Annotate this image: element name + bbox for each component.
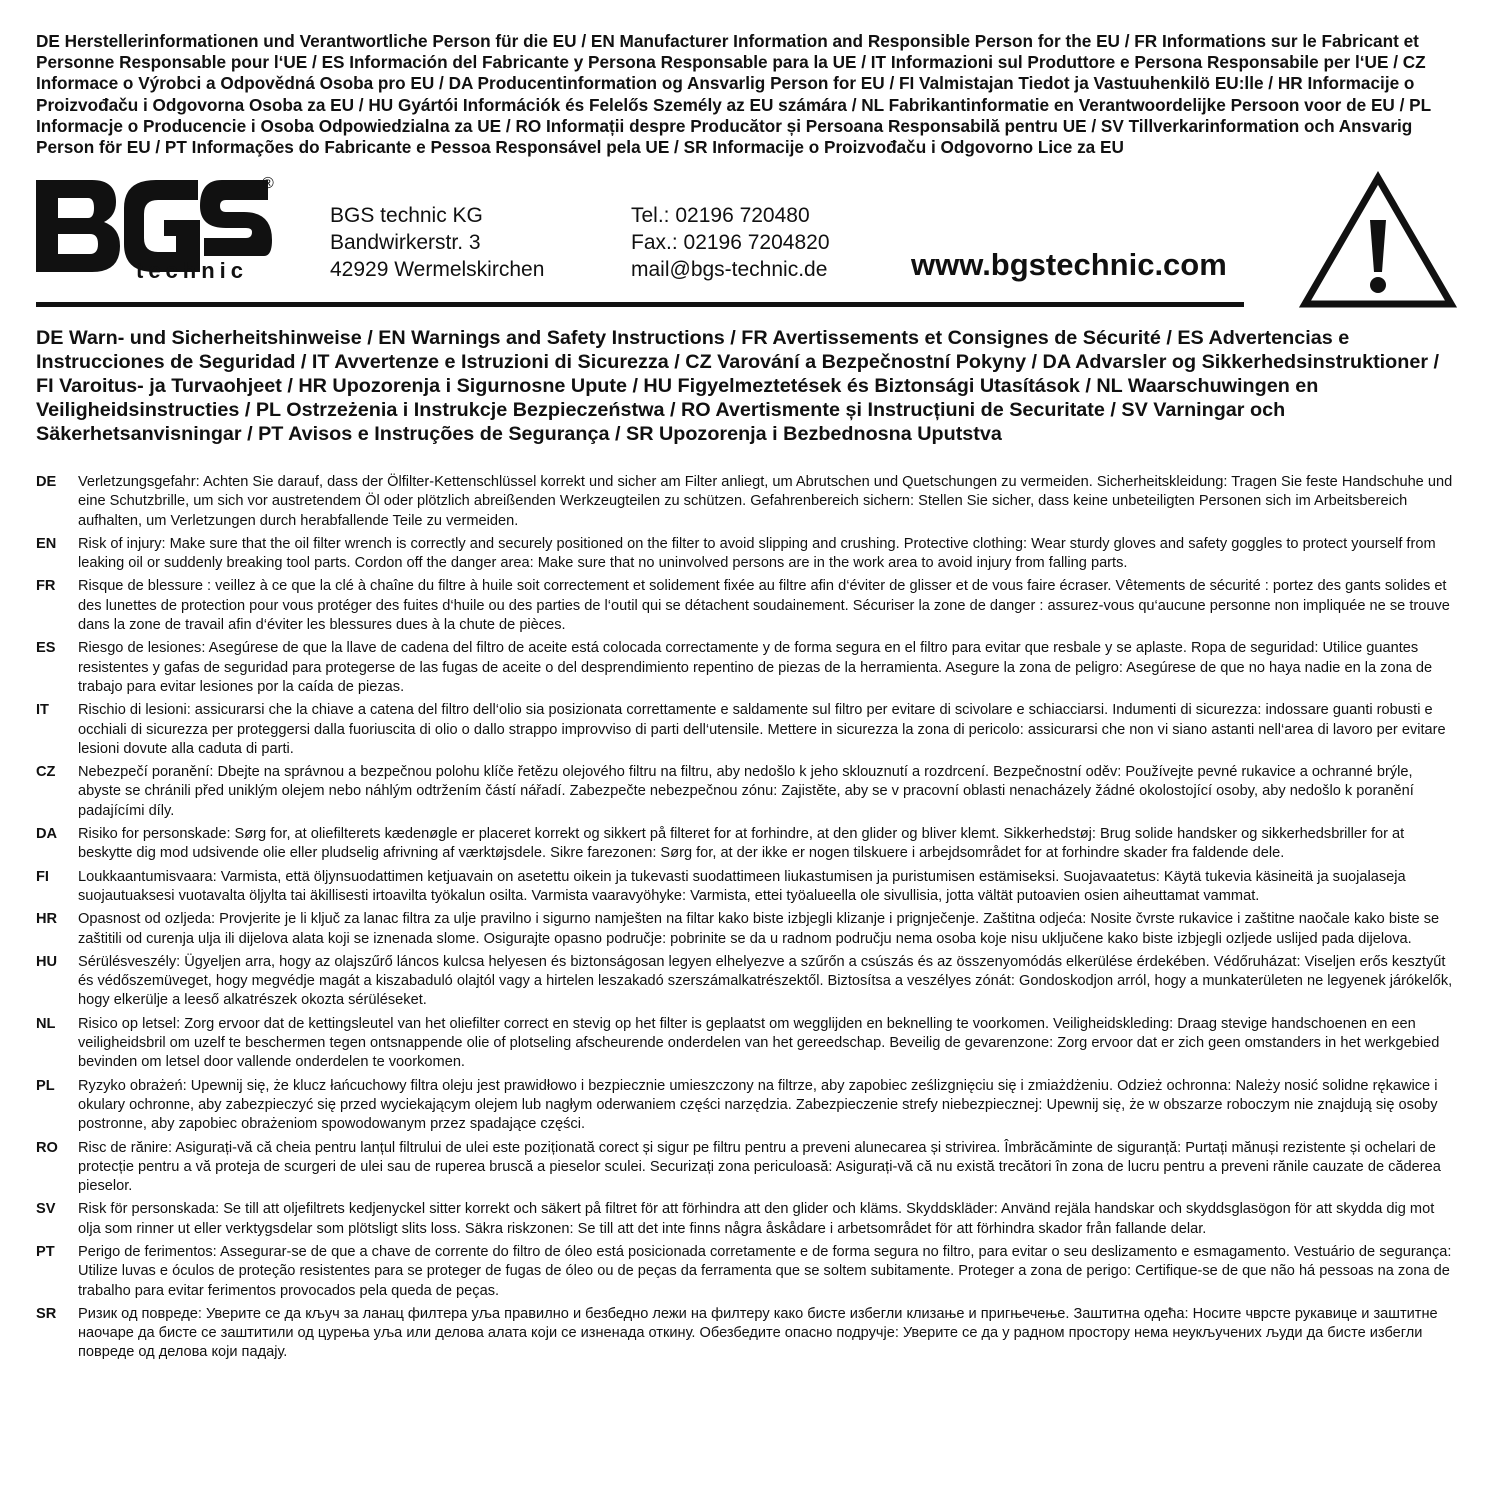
warning-entry-da bbox=[36, 825, 1454, 864]
language-code: DA bbox=[36, 826, 58, 843]
bgs-technic-logo bbox=[36, 172, 272, 284]
language-code: HU bbox=[36, 953, 58, 970]
warning-text: Sérülésveszély: Ügyeljen arra, hogy az olajszűrő láncos kulcsa helyesen és biztonságosan legyen elhelyezve a szűrőn a csúszás és az összenyomódás elkerülése érdekében. Védőruházat: Viseljen erős kesztyűt és védőszemüveget, hogy megvédje magát a kiszabaduló olajtól vagy a hirtelen leszakadó szerszámalkatrészektől. Biztosítsa a veszélyes zónát: Gondoskodjon arról, hogy a munkaterületen ne legyenek járókelők, hogy elkerülje a leeső alkatrészek okozta sérüléseket. bbox=[78, 953, 1453, 1009]
warning-text: Risiko for personskade: Sørg for, at oliefilterets kædenøgle er placeret korrekt og sikkert på filteret for at forhindre, at den glider og bliver klemt. Sikkerhedstøj: Brug solide handsker og sikkerhedsbriller for at beskytte dig mod udsivende olie eller pludselig afrivning af værktøjsdele. Sikre farezonen: Sørg for, at der ikke er nogen tilskuere i arbejdsområdet for at forhindre skader fra faldende dele. bbox=[78, 826, 1405, 862]
warning-entry-sv bbox=[36, 1200, 1454, 1239]
warning-entry-hr bbox=[36, 910, 1454, 949]
language-code: IT bbox=[36, 702, 49, 719]
warning-entry-de bbox=[36, 473, 1454, 531]
address-block bbox=[330, 202, 544, 283]
warning-entry-sr bbox=[36, 1305, 1454, 1363]
company-street: Bandwirkerstr. 3 bbox=[330, 231, 481, 254]
warning-text: Risk of injury: Make sure that the oil filter wrench is correctly and securely positioned on the filter to avoid slipping and crushing. Protective clothing: Wear sturdy gloves and safety goggles to protect yourself from leaking oil or suddenly breaking tool parts. Cordon off the danger area: Make sure that no uninvolved persons are in the work area to avoid injury from falling parts. bbox=[78, 535, 1436, 572]
language-code: SR bbox=[36, 1305, 57, 1322]
warning-entry-hu bbox=[36, 953, 1454, 1011]
logo-subtitle: technic bbox=[136, 258, 249, 283]
language-code: HR bbox=[36, 911, 58, 928]
language-code: CZ bbox=[36, 764, 56, 781]
safety-instructions-title: DE Warn- und Sicherheitshinweise / EN Warnings and Safety Instructions / FR Avertissements et Consignes de Sécurité / ES Advertencias e Instrucciones de Seguridad / IT Avvertenze e Istruzioni di Sicurezza / CZ Varování a Bezpečnostní Pokyny / DA Advarsler og Sikkerhedsinstruktioner / FI Varoitus- ja Turvaohjeet / HR Upozorenja i Sigurnosne Upute / HU Figyelmeztetések és Biztonsági Utasítások / NL Waarschuwingen en Veiligheidsinstructies / PL Ostrzeżenia i Instrukcje Bezpieczeństwa / RO Avertismente și Instrucțiuni de Securitate / SV Varningar och Säkerhetsanvisningar / PT Avisos e Instruções de Segurança / SR Upozorenja i Bezbednosna Uputstva bbox=[36, 327, 1440, 445]
company-name: BGS technic KG bbox=[330, 204, 483, 227]
warning-text: Loukkaantumisvaara: Varmista, että öljynsuodattimen ketjuavain on asetettu oikein ja tukevasti suodattimeen liukastumisen ja puristumisen estämiseksi. Suojavaatetus: Käytä tukevia käsineitä ja suojalaseja suojautuaksesi vuotavalta öljylta tai äkillisesti irtoavilta työkalun osilta. Varmista vaaravyöhyke: Varmista, ettei työalueella ole sivullisia, jotta vältät putoavien osien aiheuttamat vammat. bbox=[78, 868, 1406, 904]
language-code: SV bbox=[36, 1201, 56, 1218]
company-info-row bbox=[36, 172, 1454, 312]
language-code: EN bbox=[36, 535, 57, 552]
warning-entry-en bbox=[36, 535, 1454, 574]
header-divider bbox=[36, 302, 1244, 307]
company-city: 42929 Wermelskirchen bbox=[330, 258, 545, 281]
language-code: RO bbox=[36, 1139, 58, 1156]
warning-text: Perigo de ferimentos: Assegurar-se de que a chave de corrente do filtro de óleo está posicionada corretamente e de forma segura no filtro, para evitar o seu deslizamento e esmagamento. Vestuário de segurança: Utilize luvas e óculos de proteção resistentes para se proteger de fugas de óleo ou de peças da ferramenta que se soltem subitamente. Proteger a zona de perigo: Certifique-se de que não há pessoas na zona de trabalho para evitar ferimentos provocados pela queda de peças. bbox=[78, 1243, 1452, 1299]
warning-text: Verletzungsgefahr: Achten Sie darauf, dass der Ölfilter-Kettenschlüssel korrekt und sicher am Filter anliegt, um Abrutschen und Quetschungen zu vermeiden. Sicherheitskleidung: Tragen Sie feste Handschuhe und eine Schutzbrille, um sich vor austretendem Öl oder plötzlich abreißenden Werkzeugteilen zu schützen. Gefahrenbereich sichern: Stellen Sie sicher, dass keine unbeteiligten Personen sich im Arbeitsbereich aufhalten, um Verletzungen durch herabfallende Teile zu vermeiden. bbox=[78, 474, 1453, 529]
warning-text: Opasnost od ozljeda: Provjerite je li ključ za lanac filtra za ulje pravilno i sigurno namješten na filtar kako biste izbjegli klizanje i prignječenje. Zaštitna odjeća: Nosite čvrste rukavice i zaštitne naočale kako biste se zaštitili od curenja ulja ili dijelova alata koji se iznenada slome. Osigurajte opasno područje: pobrinite se da u radnom području nema osoba koje nisu uključene kako biste izbjegli ozljede uslijed pada dijelova. bbox=[78, 911, 1440, 947]
warning-entry-es bbox=[36, 639, 1454, 697]
warning-text: Risico op letsel: Zorg ervoor dat de kettingsleutel van het oliefilter correct en stevig op het filter is geplaatst om wegglijden en beknelling te voorkomen. Veiligheidskleding: Draag stevige handschoenen en een veiligheidsbril om uzelf te beschermen tegen ontsnappende olie of plotseling afscheurende onderdelen van het gereedschap. Beveilig de gevarenzone: Zorg ervoor dat er zich geen omstanders in het werkgebied bevinden om letsel door vallende onderdelen te voorkomen. bbox=[78, 1015, 1440, 1071]
warning-entry-pl bbox=[36, 1077, 1454, 1135]
warning-text: Riesgo de lesiones: Asegúrese de que la llave de cadena del filtro de aceite está colocada correctamente y de forma segura en el filtro para evitar que resbale y se aplaste. Ropa de seguridad: Utilice guantes resistentes y gafas de seguridad para protegerse de las fugas de aceite o del desprendimiento repentino de piezas de la herramienta. Asegure la zona de peligro: Asegúrese de que no haya nadie en la zona de trabajo para evitar lesiones por la caída de piezas. bbox=[78, 640, 1433, 695]
warning-entry-it bbox=[36, 701, 1454, 759]
registered-mark: ® bbox=[262, 175, 274, 192]
warning-entry-fi bbox=[36, 868, 1454, 907]
warning-entry-fr bbox=[36, 577, 1454, 635]
contact-block bbox=[631, 202, 830, 283]
language-code: PT bbox=[36, 1243, 55, 1260]
warning-text: Risque de blessure : veillez à ce que la clé à chaîne du filtre à huile soit correctement et solidement fixée au filtre afin d‘éviter de glisser et de vous faire écraser. Vêtements de sécurité : portez des gants solides et des lunettes de protection pour vous protéger des fuites d‘huile ou des parties de l‘outil qui se détachent soudainement. Sécuriser la zone de danger : assurez-vous qu‘aucune personne non impliquée ne se trouve dans la zone de travail afin d‘éviter les blessures dues à la chute de pièces. bbox=[78, 578, 1450, 634]
language-code: PL bbox=[36, 1077, 55, 1094]
warning-text: Risk för personskada: Se till att oljefiltrets kedjenyckel sitter korrekt och säkert på filtret för att förhindra att den glider och kläms. Skyddskläder: Använd rejäla handskar och skyddsglasögon för att skydda dig mot olja som rinner ut eller verktygsdelar som plötsligt slits loss. Säkra riskzonen: Se till att det inte finns några åskådare i arbetsområdet för att förhindra skador från fallande delar. bbox=[78, 1201, 1435, 1237]
warnings-list bbox=[36, 473, 1454, 1367]
language-code: DE bbox=[36, 474, 57, 490]
warning-text: Risc de rănire: Asigurați-vă că cheia pentru lanțul filtrului de ulei este poziționată corect și sigur pe filtru pentru a preveni alunecarea și strivirea. Îmbrăcăminte de siguranță: Purtați mănuși rezistente și ochelari de protecție pentru a vă proteja de scurgeri de ulei sau de ruperea bruscă a pieselor sculei. Securizați zona periculoasă: Asigurați-vă că nu există trecători în zona de lucru pentru a preveni rănile cauzate de căderea pieselor. bbox=[78, 1139, 1441, 1195]
language-code: NL bbox=[36, 1015, 56, 1032]
warning-entry-nl bbox=[36, 1015, 1454, 1073]
warning-text: Ryzyko obrażeń: Upewnij się, że klucz łańcuchowy filtra oleju jest prawidłowo i bezpiecznie umieszczony na filtrze, aby zapobiec ześlizgnięciu się i zmiażdżeniu. Odzież ochronna: Należy nosić solidne rękawice i okulary ochronne, aby zabezpieczyć się przed wyciekającym olejem lub nagłym oderwaniem części narzędzia. Zabezpieczenie strefy niebezpiecznej: Upewnij się, że w obszarze roboczym nie znajdują się osoby postronne, aby zapobiec obrażeniom spowodowanym przez spadające części. bbox=[78, 1077, 1438, 1133]
warning-text: Rischio di lesioni: assicurarsi che la chiave a catena del filtro dell‘olio sia posizionata correttamente e saldamente sul filtro per evitare di scivolare e schiacciarsi. Indumenti di sicurezza: indossare guanti robusti e occhiali di sicurezza per proteggersi dalla fuoriuscita di olio o dallo strappo improvviso di parti dell‘utensile. Mettere in sicurezza la zona di pericolo: assicurarsi che non vi siano astanti nell‘area di lavoro per evitare lesioni dovute alla caduta di parti. bbox=[78, 702, 1446, 757]
company-email[interactable]: mail@bgs-technic.de bbox=[631, 258, 828, 281]
company-website[interactable]: www.bgstechnic.com bbox=[911, 247, 1227, 282]
warning-entry-ro bbox=[36, 1139, 1454, 1197]
company-phone: Tel.: 02196 720480 bbox=[631, 204, 810, 227]
warning-text: Nebezpečí poranění: Dbejte na správnou a bezpečnou polohu klíče řetězu olejového filtru na filtru, aby nedošlo k jeho sklouznutí a rozdrcení. Bezpečnostní oděv: Používejte pevné rukavice a ochranné brýle, abyste se chránili před uniklým olejem nebo náhlým odtržením částí nářadí. Zabezpečte nebezpečnou zónu: Zajistěte, aby se v pracovní oblasti nenacházely žádné okolostojící osoby, aby nedošlo k poranění padajícími díly. bbox=[78, 764, 1414, 819]
company-fax: Fax.: 02196 7204820 bbox=[631, 231, 830, 254]
language-code: FR bbox=[36, 578, 56, 595]
manufacturer-info-heading: DE Herstellerinformationen und Verantwortliche Person für die EU / EN Manufacturer Information and Responsible Person for the EU / FR Informations sur le Fabricant et Personne Responsable pour l‘UE / ES Información del Fabricante y Persona Responsable para la UE / IT Informazioni sul Produttore e Persona Responsabile per l‘UE / CZ Informace o Výrobci a Odpovědná Osoba pro EU / DA Producentinformation og Ansvarlig Person for EU / FI Valmistajan Tiedot ja Vastuuhenkilö EU:lle / HR Informacije o Proizvođaču i Odgovorna Osoba za EU / HU Gyártói Információk és Felelős Személy az EU számára / NL Fabrikantinformatie en Verantwoordelijke Persoon voor de EU / PL Informacje o Producencie i Osoba Odpowiedzialna za UE / RO Informații despre Producător și Persoana Responsabilă pentru UE / SV Tillverkarinformation och Ansvarig Person för EU / PT Informações do Fabricante e Pessoa Responsável pela UE / SR Informacije o Proizvođaču i Odgovorno Lice za EU bbox=[36, 31, 1431, 158]
language-code: FI bbox=[36, 868, 49, 885]
language-code: ES bbox=[36, 640, 56, 657]
warning-entry-pt bbox=[36, 1243, 1454, 1301]
warning-text: Ризик од повреде: Уверите се да кључ за ланац филтера уља правилно и безбедно лежи на филтеру како бисте избегли клизање и пригњечење. Заштитна одећа: Носите чврсте рукавице и заштитне наочаре да бисте се заштитили од цурења уља или делова алата који се изненада откину. Обезбедите опасно подручје: Уверите се да у радном простору нема неукључених људи да бисте избегли повреде од делова који падају. bbox=[78, 1305, 1438, 1361]
warning-triangle-icon bbox=[1299, 172, 1457, 310]
warning-entry-cz bbox=[36, 763, 1454, 821]
